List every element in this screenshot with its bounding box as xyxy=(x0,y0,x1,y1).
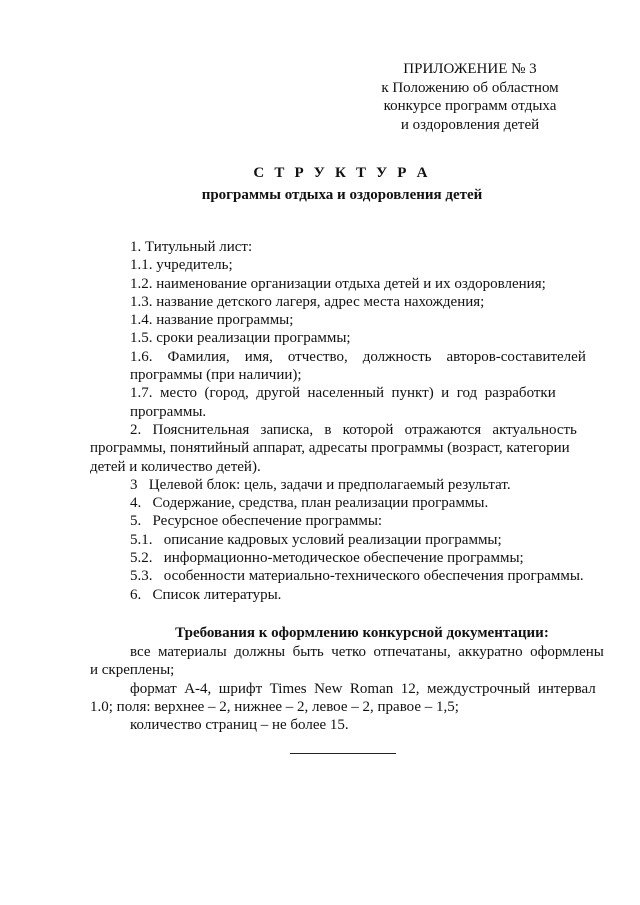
list-item: 1.1. учредитель; xyxy=(130,257,233,274)
requirements-paragraph: формат А-4, шрифт Times New Roman 12, междустрочный интервал xyxy=(130,680,596,697)
appendix-line-4: и оздоровления детей xyxy=(400,116,540,133)
appendix-number: ПРИЛОЖЕНИЕ № 3 xyxy=(403,61,537,77)
list-item: 2. Пояснительная записка, в которой отражаются актуальность xyxy=(130,421,577,438)
list-item: 1.6. Фамилия, имя, отчество, должность авторов-составителей xyxy=(130,348,586,365)
list-item: 5.1. описание кадровых условий реализации программы; xyxy=(130,531,502,548)
requirements-heading: Требования к оформлению конкурсной документации: xyxy=(175,624,549,641)
list-item: 1.3. название детского лагеря, адрес места нахождения; xyxy=(130,293,485,310)
requirements-paragraph: 1.0; поля: верхнее – 2, нижнее – 2, левое – 2, правое – 1,5; xyxy=(90,698,459,715)
list-item: 1.2. наименование организации отдыха детей и их оздоровления; xyxy=(130,275,546,292)
list-item: 5.2. информационно-методическое обеспечение программы; xyxy=(130,550,524,567)
list-item: детей и количество детей). xyxy=(90,458,261,475)
list-item: 1.7. место (город, другой населенный пункт) и год разработки xyxy=(130,385,556,402)
list-item: 4. Содержание, средства, план реализации программы. xyxy=(130,495,489,512)
appendix-header xyxy=(370,60,570,134)
closing-divider xyxy=(290,753,396,754)
list-item: 1.4. название программы; xyxy=(130,312,294,329)
list-item: 6. Список литературы. xyxy=(130,586,282,603)
list-item: программы (при наличии); xyxy=(130,367,302,384)
list-item: 1. Титульный лист: xyxy=(130,239,253,255)
list-item: программы. xyxy=(130,403,207,420)
list-item: 1.5. сроки реализации программы; xyxy=(130,330,351,347)
list-item: программы, понятийный аппарат, адресаты программы (возраст, категории xyxy=(90,440,570,457)
list-item: 5.3. особенности материально-технического обеспечения программы. xyxy=(130,568,584,585)
list-item: 5. Ресурсное обеспечение программы: xyxy=(130,513,383,530)
document-title xyxy=(90,164,594,205)
requirements-paragraph: количество страниц – не более 15. xyxy=(130,717,349,734)
title-subtitle: программы отдыха и оздоровления детей xyxy=(201,187,483,203)
appendix-line-2: к Положению об областном xyxy=(381,79,559,96)
appendix-line-3: конкурсе программ отдыха xyxy=(383,98,557,114)
list-item: 3 Целевой блок: цель, задачи и предполагаемый результат. xyxy=(130,476,511,493)
requirements-paragraph: все материалы должны быть четко отпечатаны, аккуратно оформлены xyxy=(130,643,604,660)
title-main: С Т Р У К Т У Р А xyxy=(253,165,431,181)
requirements-paragraph: и скреплены; xyxy=(90,662,175,679)
structure-list xyxy=(90,238,604,734)
